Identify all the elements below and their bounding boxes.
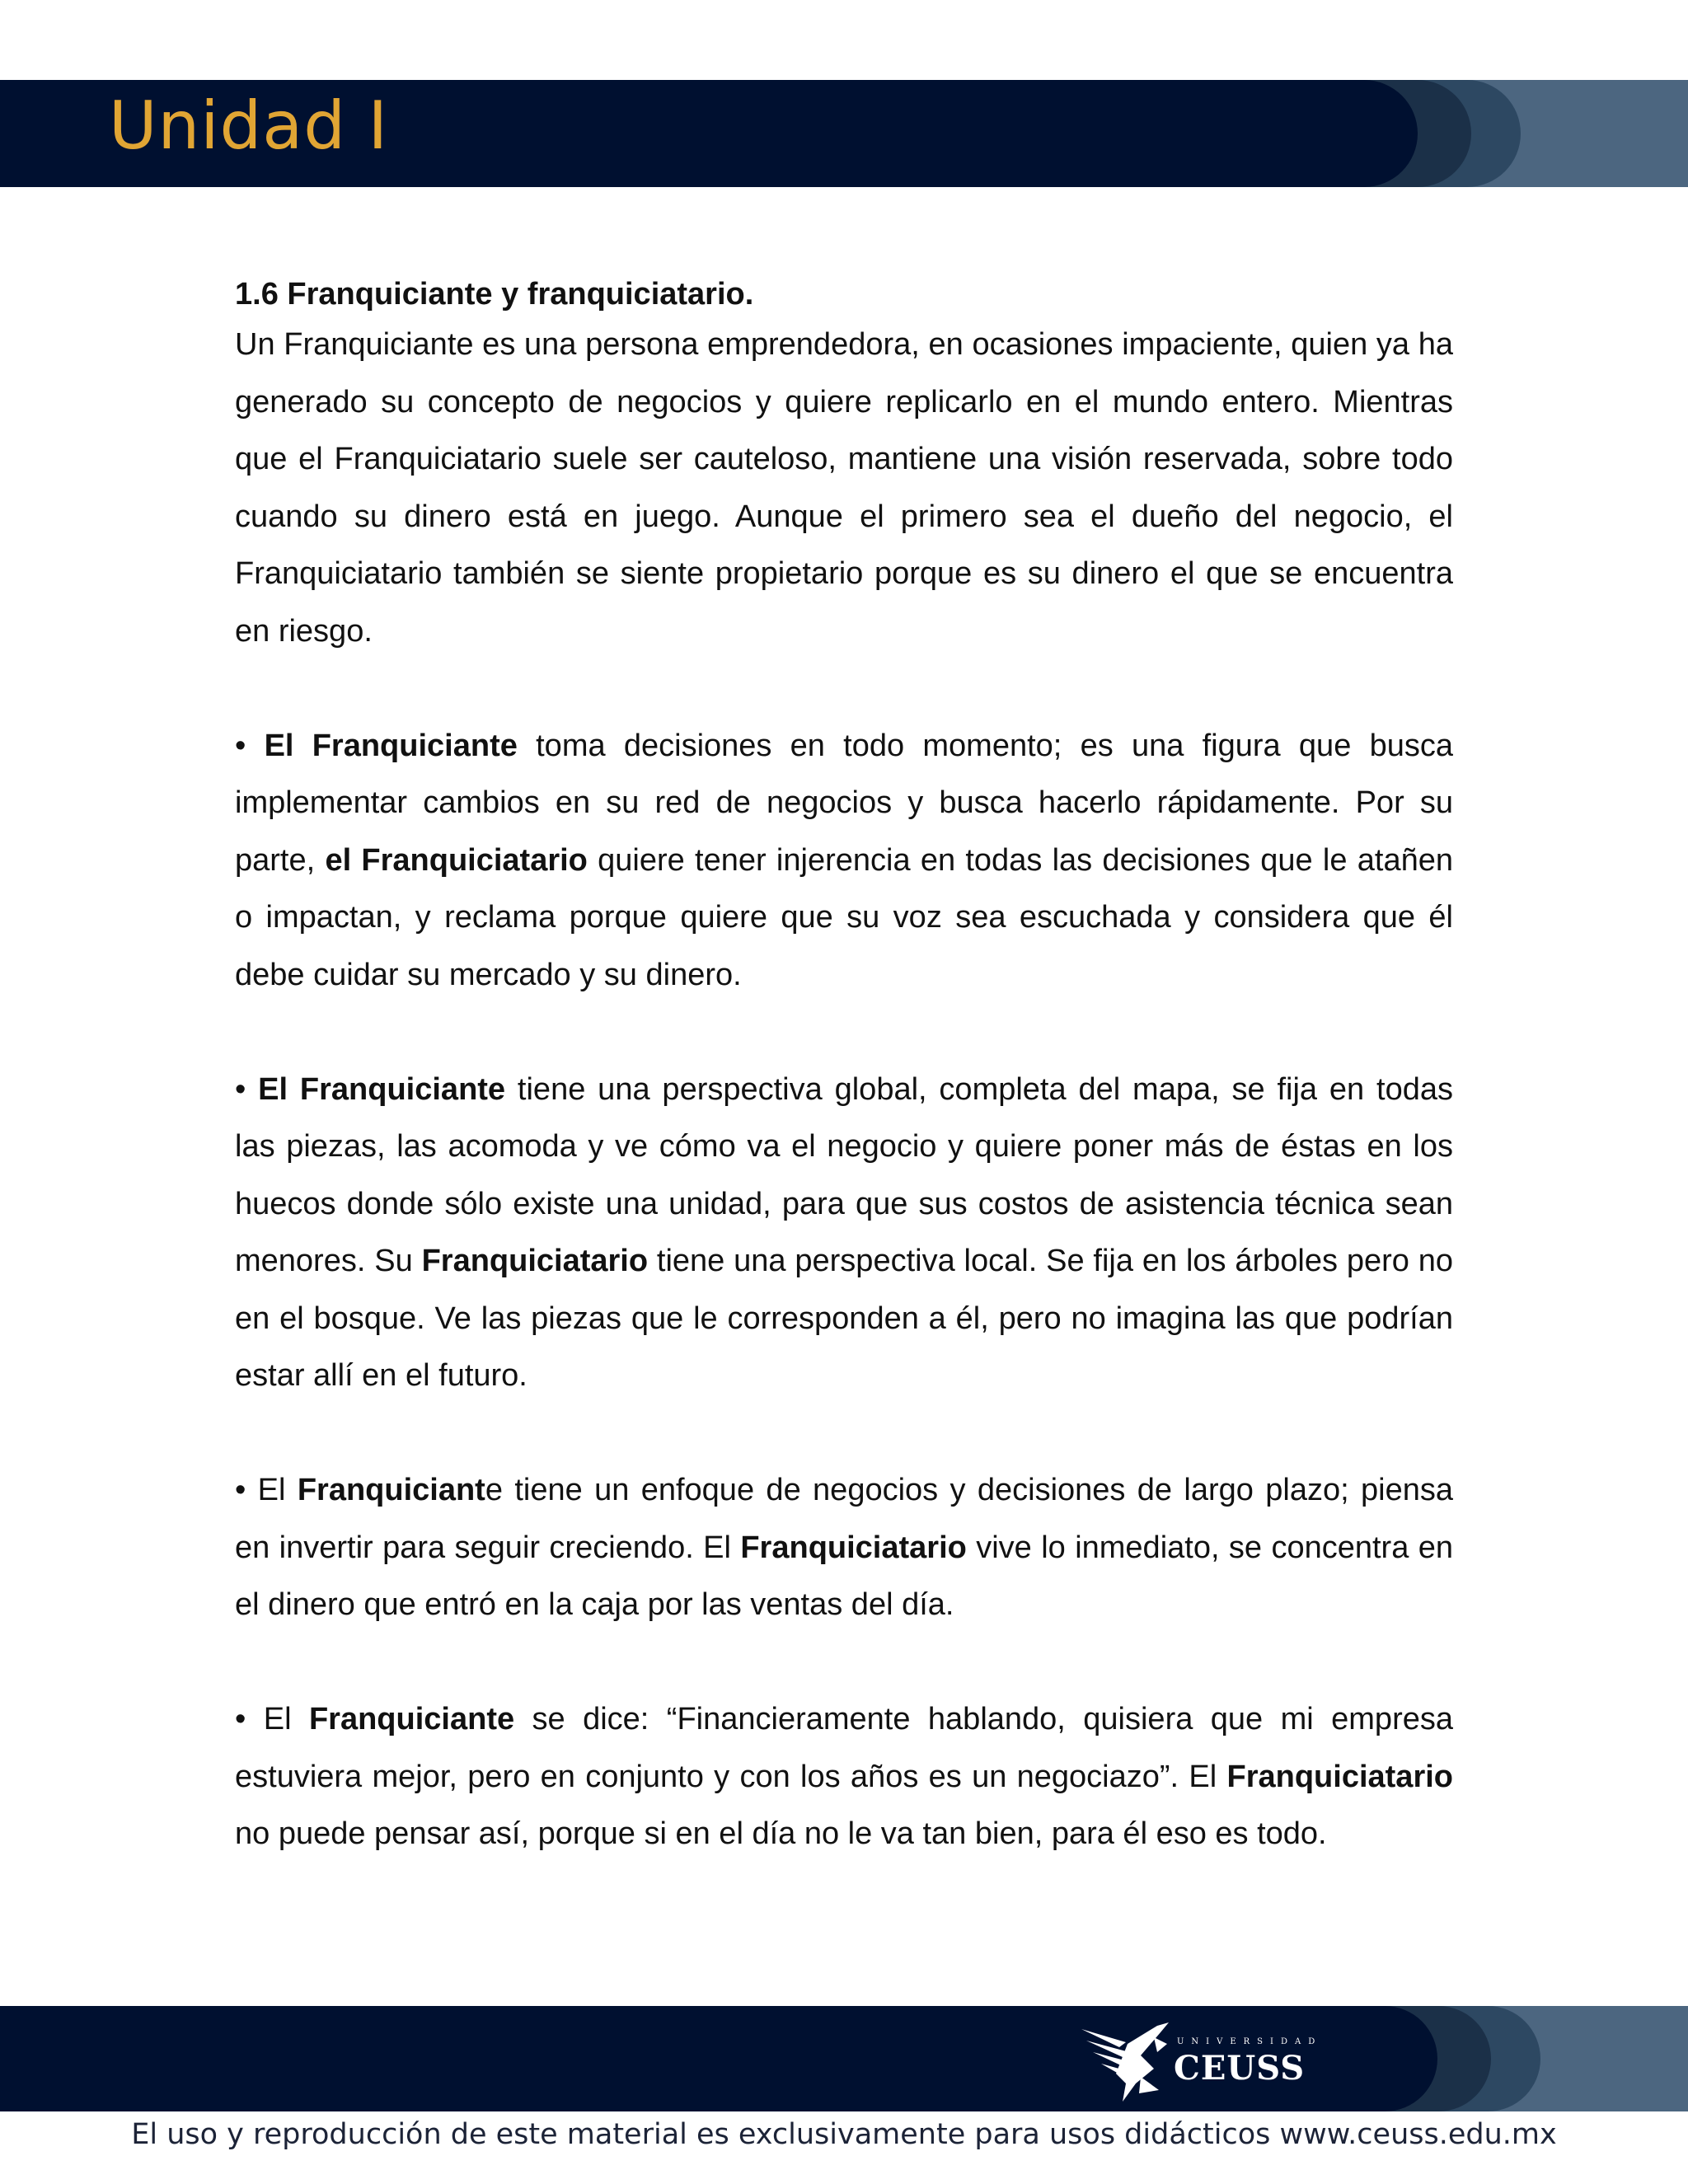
paragraph-text: tiene una perspectiva global, completa del mapa, se fija en todas las piezas, las acomoda y ve cómo va el negocio y quiere poner más de éstas en los huecos donde sólo existe una unidad, para que sus costos de asistencia técnica sean menores. Su (235, 1071, 1453, 1278)
footer-notice: El uso y reproducción de este material es exclusivamente para usos didácticos www.ceuss.edu.mx (131, 2118, 1557, 2151)
bullet-prefix: • El (235, 1702, 309, 1736)
bold-term: Franquiciatario (421, 1244, 649, 1278)
paragraph-text: toma decisiones en todo momento; es una figura que busca implementar cambios en su red de negocios y busca hacerlo rápidamente. Por su parte, (235, 728, 1453, 878)
section-title: 1.6 Franquiciante y franquiciatario. (235, 277, 754, 312)
logo-name: CEUSS (1174, 2049, 1306, 2088)
paragraph-text: no puede pensar así, porque si en el día no le va tan bien, para él eso es todo. (235, 1816, 1327, 1851)
bullet-paragraph-3 (235, 1462, 1453, 1634)
bold-term: El Franquiciante (264, 728, 518, 763)
paragraph-text: tiene una perspectiva local. Se fija en los árboles pero no en el bosque. Ve las piezas que le corresponden a él, pero no imagina las que podrían estar allí en el futuro. (235, 1244, 1453, 1393)
bold-term: Franquiciant (297, 1473, 485, 1507)
bold-term: Franquiciatario (1226, 1759, 1453, 1794)
footer-band (0, 2006, 1688, 2111)
intro-paragraph: Un Franquiciante es una persona emprendedora, en ocasiones impaciente, quien ya ha generado su concepto de negocios y quiere replicarlo en el mundo entero. Mientras que el Franquiciatario suele ser cauteloso, mantiene una visión reservada, sobre todo cuando su dinero está en juego. Aunque el primero sea el dueño del negocio, el Franquiciatario también se siente propietario porque es su dinero el que se encuentra en riesgo. (235, 327, 1453, 649)
bullet-paragraph-2 (235, 1062, 1453, 1405)
bullet-prefix: • El (235, 1473, 298, 1507)
paragraph-text: quiere tener injerencia en todas las decisiones que le atañen o impactan, y reclama porque quiere que su voz sea escuchada y considera que él debe cuidar su mercado y su dinero. (235, 842, 1453, 992)
bold-term: el Franquiciatario (325, 842, 588, 878)
paragraph-text: se dice: “Financieramente hablando, quisiera que mi empresa estuviera mejor, pero en conjunto y con los años es un negociazo”. El (235, 1702, 1453, 1794)
paragraph-text: e tiene un enfoque de negocios y decisiones de largo plazo; piensa en invertir para seguir creciendo. El (235, 1473, 1453, 1565)
unit-title: Unidad I (109, 87, 389, 164)
bold-term: El Franquiciante (258, 1071, 506, 1107)
footer-band-graphic (0, 2006, 1688, 2111)
bullet-paragraph-4 (235, 1691, 1453, 1863)
bold-term: Franquiciante (308, 1702, 515, 1736)
bullet-prefix: • (235, 728, 265, 763)
bullet-prefix: • (235, 1071, 259, 1107)
paragraph-text: vive lo inmediato, se concentra en el dinero que entró en la caja por las ventas del día. (235, 1530, 1453, 1622)
logo-small-text: UNIVERSIDAD (1177, 2037, 1323, 2046)
main-content (235, 272, 1453, 1863)
bullet-paragraph-1 (235, 718, 1453, 1005)
bold-term: Franquiciatario (740, 1530, 967, 1565)
